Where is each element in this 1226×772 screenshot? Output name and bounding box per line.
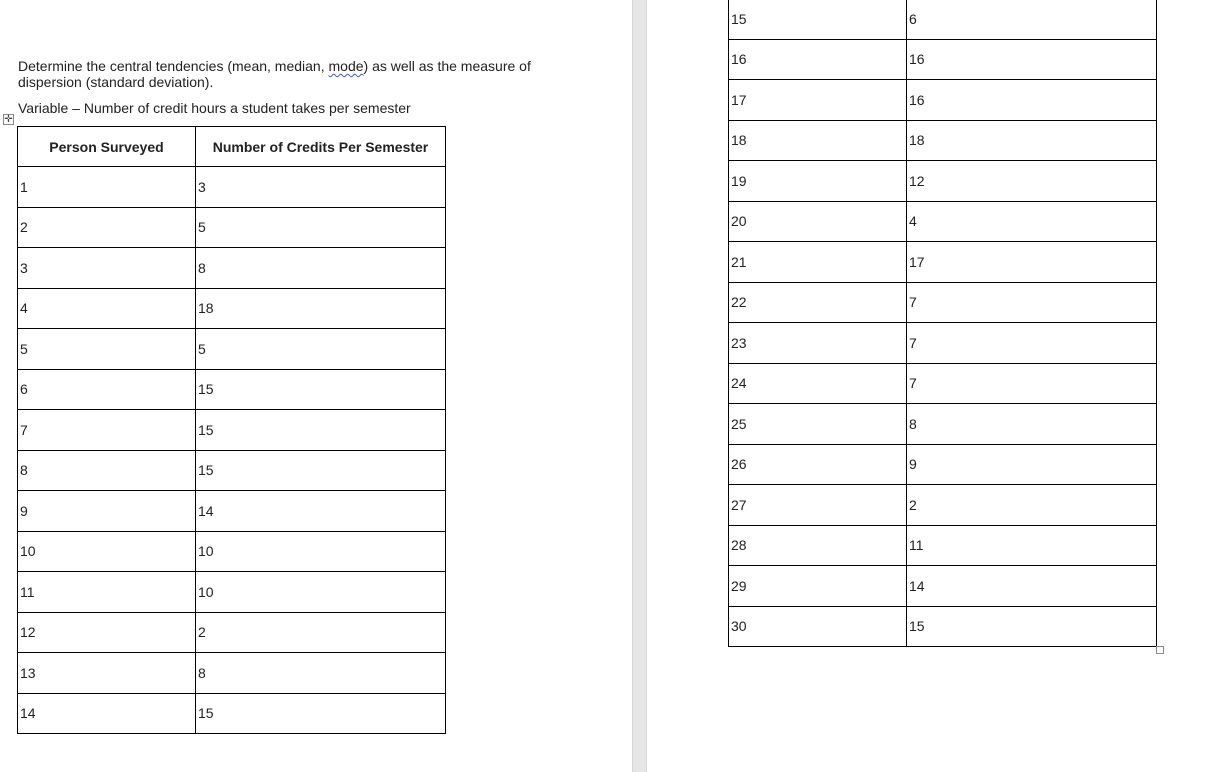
credits-cell[interactable]: 14 [196,491,446,532]
person-number-cell[interactable]: 12 [18,612,196,653]
table-row [18,410,446,451]
person-number-cell[interactable]: 1 [18,167,196,208]
credits-cell[interactable]: 16 [907,39,1157,80]
table-row [18,288,446,329]
instructions-text-start: Determine the central tendencies (mean, median, [18,58,329,74]
person-number-cell[interactable]: 24 [729,363,907,404]
table-row [18,167,446,208]
credits-cell[interactable]: 15 [196,410,446,451]
credits-cell[interactable]: 8 [907,404,1157,445]
table-row [18,491,446,532]
credits-cell[interactable]: 12 [907,161,1157,202]
table-row [729,161,1157,202]
credits-cell[interactable]: 11 [907,525,1157,566]
person-number-cell[interactable]: 6 [18,369,196,410]
table-resize-handle[interactable] [1156,646,1164,654]
credits-cell[interactable]: 17 [907,242,1157,283]
table-row [18,369,446,410]
credits-table-page1 [17,126,446,734]
person-number-cell[interactable]: 27 [729,485,907,526]
credits-cell[interactable]: 7 [907,323,1157,364]
credits-cell[interactable]: 3 [196,167,446,208]
credits-cell[interactable]: 10 [196,531,446,572]
table-row [18,653,446,694]
credits-cell[interactable]: 15 [196,693,446,734]
person-number-cell[interactable]: 26 [729,444,907,485]
credits-cell[interactable]: 7 [907,282,1157,323]
table-row [18,612,446,653]
credits-cell[interactable]: 6 [907,0,1157,39]
credits-cell[interactable]: 10 [196,572,446,613]
table-row [18,693,446,734]
person-number-cell[interactable]: 22 [729,282,907,323]
table-row [729,201,1157,242]
table-row [729,566,1157,607]
credits-cell[interactable]: 16 [907,80,1157,121]
credits-cell[interactable]: 15 [196,450,446,491]
table-row [729,242,1157,283]
table-row [18,207,446,248]
table-row [18,329,446,370]
person-number-cell[interactable]: 2 [18,207,196,248]
table-row [18,531,446,572]
person-number-cell[interactable]: 14 [18,693,196,734]
table-row [18,572,446,613]
table-row [729,282,1157,323]
credits-cell[interactable]: 18 [907,120,1157,161]
table-header-row [18,127,446,167]
table-row [729,404,1157,445]
credits-cell[interactable]: 4 [907,201,1157,242]
credits-cell[interactable]: 18 [196,288,446,329]
credits-cell[interactable]: 5 [196,207,446,248]
person-number-cell[interactable]: 13 [18,653,196,694]
person-number-cell[interactable]: 25 [729,404,907,445]
credits-cell[interactable]: 8 [196,653,446,694]
credits-cell[interactable]: 2 [196,612,446,653]
table-row [729,363,1157,404]
table-row [729,39,1157,80]
person-number-cell[interactable]: 20 [729,201,907,242]
table-move-handle-icon[interactable]: ✛ [4,114,13,125]
instructions-paragraph [18,58,558,90]
person-number-cell[interactable]: 3 [18,248,196,289]
person-number-cell[interactable]: 5 [18,329,196,370]
person-number-cell[interactable]: 23 [729,323,907,364]
person-number-cell[interactable]: 4 [18,288,196,329]
page-gutter [632,0,647,772]
table-row [729,80,1157,121]
table-row [729,0,1157,39]
credits-cell[interactable]: 9 [907,444,1157,485]
person-number-cell[interactable]: 11 [18,572,196,613]
person-number-cell[interactable]: 29 [729,566,907,607]
person-number-cell[interactable]: 30 [729,606,907,647]
variable-description: Variable – Number of credit hours a student takes per semester [18,100,411,116]
credits-cell[interactable]: 5 [196,329,446,370]
person-number-cell[interactable]: 9 [18,491,196,532]
person-number-cell[interactable]: 18 [729,120,907,161]
person-number-cell[interactable]: 17 [729,80,907,121]
person-number-cell[interactable]: 15 [729,0,907,39]
person-number-cell[interactable]: 28 [729,525,907,566]
person-number-cell[interactable]: 8 [18,450,196,491]
table-row [18,248,446,289]
table-row [729,525,1157,566]
credits-cell[interactable]: 14 [907,566,1157,607]
instructions-text-end: ) as well as the measure of dispersion (standard deviation). [18,58,531,90]
person-number-cell[interactable]: 19 [729,161,907,202]
spellcheck-flagged-word[interactable]: mode [328,58,364,74]
credits-cell[interactable]: 2 [907,485,1157,526]
credits-table-page2 [728,0,1157,647]
table-row [18,450,446,491]
table-row [729,444,1157,485]
person-number-cell[interactable]: 7 [18,410,196,451]
table-row [729,120,1157,161]
credits-cell[interactable]: 8 [196,248,446,289]
credits-cell[interactable]: 15 [196,369,446,410]
header-person-surveyed: Person Surveyed [18,127,196,167]
table-row [729,485,1157,526]
credits-cell[interactable]: 15 [907,606,1157,647]
table-row [729,323,1157,364]
credits-cell[interactable]: 7 [907,363,1157,404]
table-row [729,606,1157,647]
person-number-cell[interactable]: 16 [729,39,907,80]
person-number-cell[interactable]: 21 [729,242,907,283]
header-credits-per-semester: Number of Credits Per Semester [196,127,446,167]
person-number-cell[interactable]: 10 [18,531,196,572]
